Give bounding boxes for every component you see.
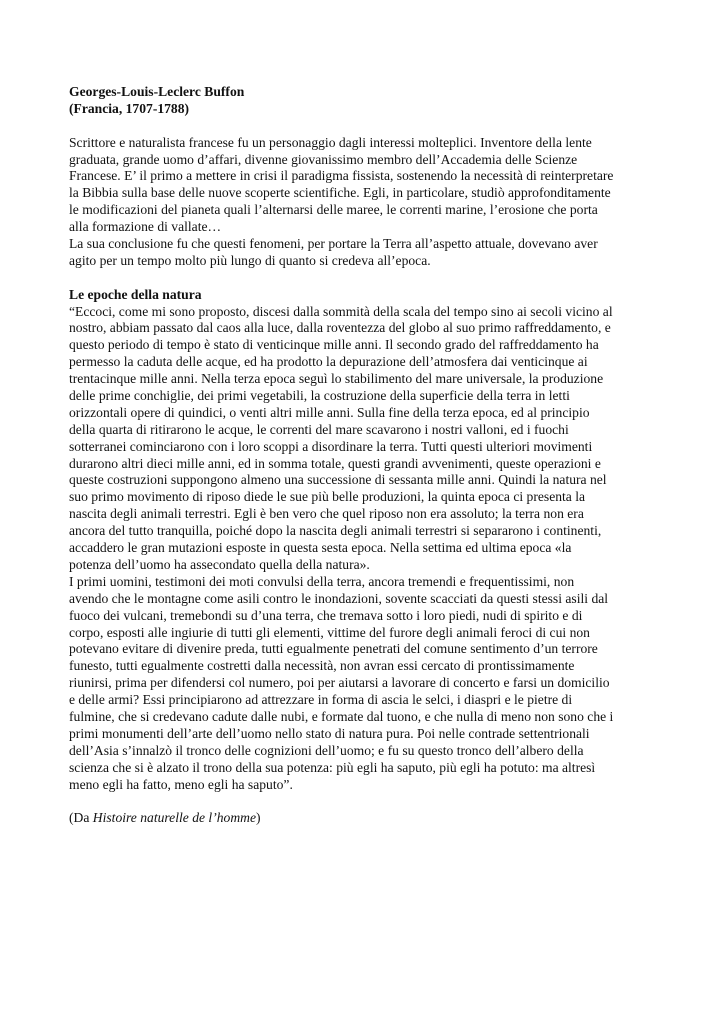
quote-paragraph-2 [69, 574, 669, 794]
citation-prefix: (Da [69, 810, 93, 826]
text-line: potenza dell’uomo ha assecondato quella della natura». [69, 556, 370, 572]
text-line: questo periodo di tempo è stato di venticinque mille anni. Il secondo grado del raffreddamento ha [69, 337, 599, 353]
text-line: durarono altri dieci mille anni, ed in somma totale, questi grandi avvenimenti, queste operazioni e [69, 455, 601, 471]
text-line: queste costruzioni suppongono almeno una successione di sessanta mille anni. Quindi la natura nel [69, 472, 607, 488]
text-line: le modificazioni del pianeta quali l’alternarsi delle maree, le correnti marine, l’erosione che porta [69, 202, 598, 218]
text-line: avendo che le montagne come asili contro le inondazioni, sovente scacciati da questi stessi asili dal [69, 590, 609, 606]
text-line: fulmine, che si credevano cadute dalle nubi, e formate dal tuono, e che nulla di meno non sono che i [69, 708, 614, 724]
text-line: nostro, abbiam passato dal caos alla luce, dalla roventezza del globo al suo primo raffreddamento, e [69, 320, 611, 336]
text-line: meno egli ha fatto, meno egli ha saputo”. [69, 776, 293, 792]
text-line: accaddero le gran mutazioni esposte in questa sesta epoca. Nella settima ed ultima epoca «la [69, 540, 572, 556]
text-line: “Eccoci, come mi sono proposto, discesi dalla sommità della scala del tempo sino ai secoli vicino al [69, 303, 613, 319]
spacer [69, 270, 669, 287]
biography-paragraph [69, 135, 669, 270]
text-line: primi monumenti dell’arte dell’uomo nello stato di natura pura. Poi nelle contrade settentrionali [69, 725, 590, 741]
text-line: suo primo movimento di riposo diede le sue più belle produzioni, la quinta epoca ci presenta la [69, 489, 586, 505]
text-line: delle prime conchiglie, dei primi vegetabili, la costruzione della superficie della terra in letti [69, 388, 570, 404]
spacer [69, 793, 669, 810]
text-line: scienza che si è alzato il trono della sua potenza: più egli ha saputo, più egli ha potuto: ma altresì [69, 759, 596, 775]
text-line: e delle armi? Essi principiarono ad attrezzare in forma di ascia le selci, i diaspri e le pietre di [69, 692, 573, 708]
spacer [69, 118, 669, 135]
text-line: ancora del tutto tranquilla, poiché dopo la nascita degli animali terrestri si separarono i continenti, [69, 523, 602, 539]
text-line: la Bibbia sulla base delle nuove scoperte scientifiche. Egli, in particolare, studiò approfonditamente [69, 185, 611, 201]
text-line: dell’Asia s’innalzò il tronco delle cognizioni dell’uomo; e fu su questo tronco dell’albero della [69, 742, 584, 758]
text-line: potevano evitare di divenire preda, tutti egualmente penetrati del comune sentimento d’un terrore [69, 641, 598, 657]
text-line: sotterranei cominciarono con i loro scoppi a disordinare la terra. Tutti questi ulteriori movimenti [69, 438, 593, 454]
citation-suffix: ) [256, 810, 261, 826]
quote-paragraph-1 [69, 304, 669, 574]
text-line: permesso la caduta delle acque, ed ha prodotto la depurazione dell’atmosfera dai venticinque ai [69, 354, 588, 370]
section-title: Le epoche della natura [69, 286, 202, 302]
text-line: La sua conclusione fu che questi fenomeni, per portare la Terra all’aspetto attuale, dovevano aver [69, 236, 598, 252]
author-dates: (Francia, 1707-1788) [69, 100, 190, 116]
text-line: nascita degli animali terrestri. Egli è ben vero che quel riposo non era assoluto; la terra non era [69, 506, 584, 522]
text-line: Scrittore e naturalista francese fu un personaggio dagli interessi molteplici. Inventore della lente [69, 134, 592, 150]
text-line: alla formazione di vallate… [69, 219, 222, 235]
text-line: fuoco dei vulcani, tremebondi su d’una terra, che tremava sotto i loro piedi, nudi di spirito e di [69, 607, 583, 623]
text-line: graduata, grande uomo d’affari, divenne giovanissimo membro dell’Accademia delle Scienze [69, 151, 578, 167]
text-line: della quarta di ritirarono le acque, le correnti del mare scavarono i nostri valloni, ed i fuochi [69, 421, 569, 437]
citation [69, 810, 669, 827]
citation-title: Histoire naturelle de l’homme [92, 810, 256, 826]
text-line: agito per un tempo molto più lungo di quanto si credeva all’epoca. [69, 252, 431, 268]
text-line: trentacinque mille anni. Nella terza epoca seguì lo stabilimento del mare universale, la produzione [69, 371, 604, 387]
text-line: Francese. E’ il primo a mettere in crisi il paradigma fissista, sostenendo la necessità di reinterpretare [69, 168, 614, 184]
document-body [69, 84, 669, 827]
text-line: funesto, tutti egualmente costretti dalla necessità, non avran essi cercato di prontissimamente [69, 658, 575, 674]
text-line: riunirsi, prima per difendersi col numero, poi per aiutarsi a lavorare di concerto e farsi un domicilio [69, 675, 610, 691]
author-name: Georges-Louis-Leclerc Buffon [69, 84, 245, 99]
text-line: corpo, esposti alle ingiurie di tutti gli elementi, vittime del furore degli animali feroci di cui non [69, 624, 590, 640]
text-line: orizzontali opere di quindici, o venti altri mille anni. Sulla fine della terza epoca, ed al principio [69, 404, 590, 420]
text-line: I primi uomini, testimoni dei moti convulsi della terra, ancora tremendi e frequentissimi, non [69, 573, 575, 589]
